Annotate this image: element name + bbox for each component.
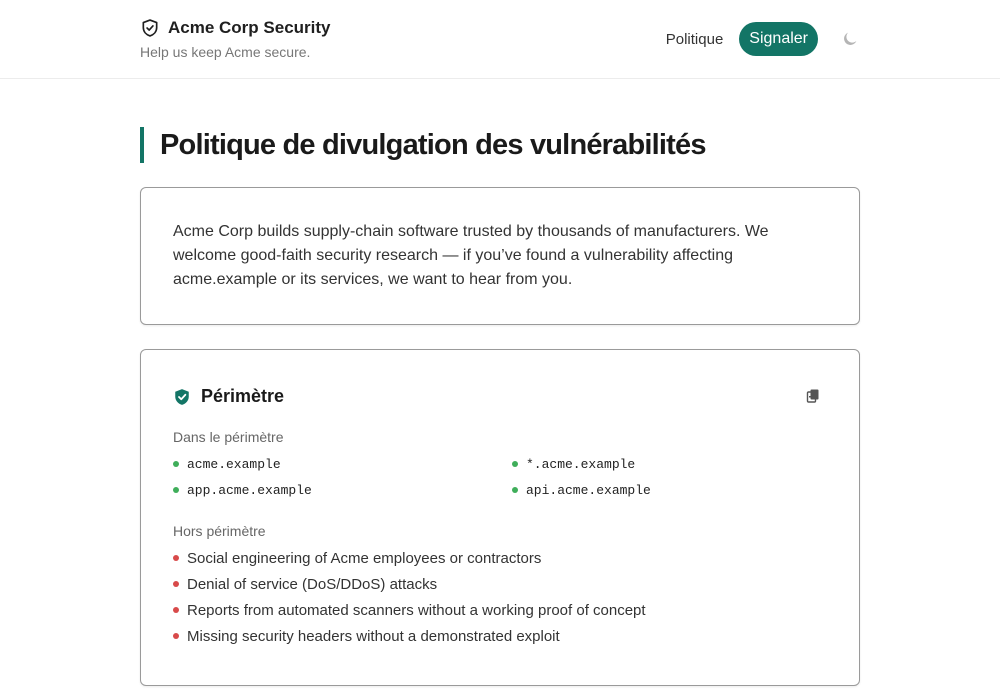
in-scope-domain: acme.example [187,456,281,472]
in-scope-domain: app.acme.example [187,482,312,498]
in-scope-item [512,481,827,499]
out-scope-text: Reports from automated scanners without a working proof of concept [187,601,646,619]
intro-text: Acme Corp builds supply-chain software trusted by thousands of manufacturers. We welcome good-faith security research — if you’ve found a vulnerability affecting acme.example or its services, we want to hear from you. [173,223,769,288]
out-scope-list [173,549,827,645]
in-scope-item [173,481,512,499]
in-scope-item [173,455,512,473]
in-scope-item [512,455,827,473]
scope-card [140,349,860,686]
out-scope-label: Hors périmètre [173,523,266,539]
top-bar [0,0,1000,79]
moon-icon[interactable] [840,29,860,49]
out-scope-item [173,549,827,567]
brand-subtitle: Help us keep Acme secure. [140,44,311,60]
out-scope-text: Social engineering of Acme employees or contractors [187,549,542,567]
page-title-block [140,127,860,163]
copy-icon[interactable] [805,388,821,404]
intro-card [140,187,860,325]
bullet-dot [173,633,179,639]
bullet-dot [512,487,518,493]
bullet-dot [173,555,179,561]
shield-icon [140,18,160,38]
brand [140,18,331,60]
nav-link-policy[interactable]: Politique [665,30,724,48]
page-title: Politique de divulgation des vulnérabilités [160,128,706,161]
bullet-dot [173,487,179,493]
report-button[interactable]: Signaler [739,22,818,56]
brand-title: Acme Corp Security [168,18,331,37]
out-scope-item [173,627,827,645]
in-scope-list [173,455,827,499]
bullet-dot [173,581,179,587]
out-scope-text: Missing security headers without a demonstrated exploit [187,627,560,645]
brand-row [140,18,331,38]
scope-title: Périmètre [201,386,285,406]
main-nav [666,22,860,56]
shield-check-icon [173,388,191,406]
bullet-dot [173,461,179,467]
in-scope-domain: *.acme.example [526,456,636,472]
scope-header [173,386,827,407]
in-scope-domain: api.acme.example [526,482,651,498]
out-scope-item [173,575,827,593]
bullet-dot [512,461,518,467]
in-scope-label: Dans le périmètre [173,429,284,445]
out-scope-text: Denial of service (DoS/DDoS) attacks [187,575,438,593]
main-content [140,127,860,686]
out-scope-item [173,601,827,619]
bullet-dot [173,607,179,613]
